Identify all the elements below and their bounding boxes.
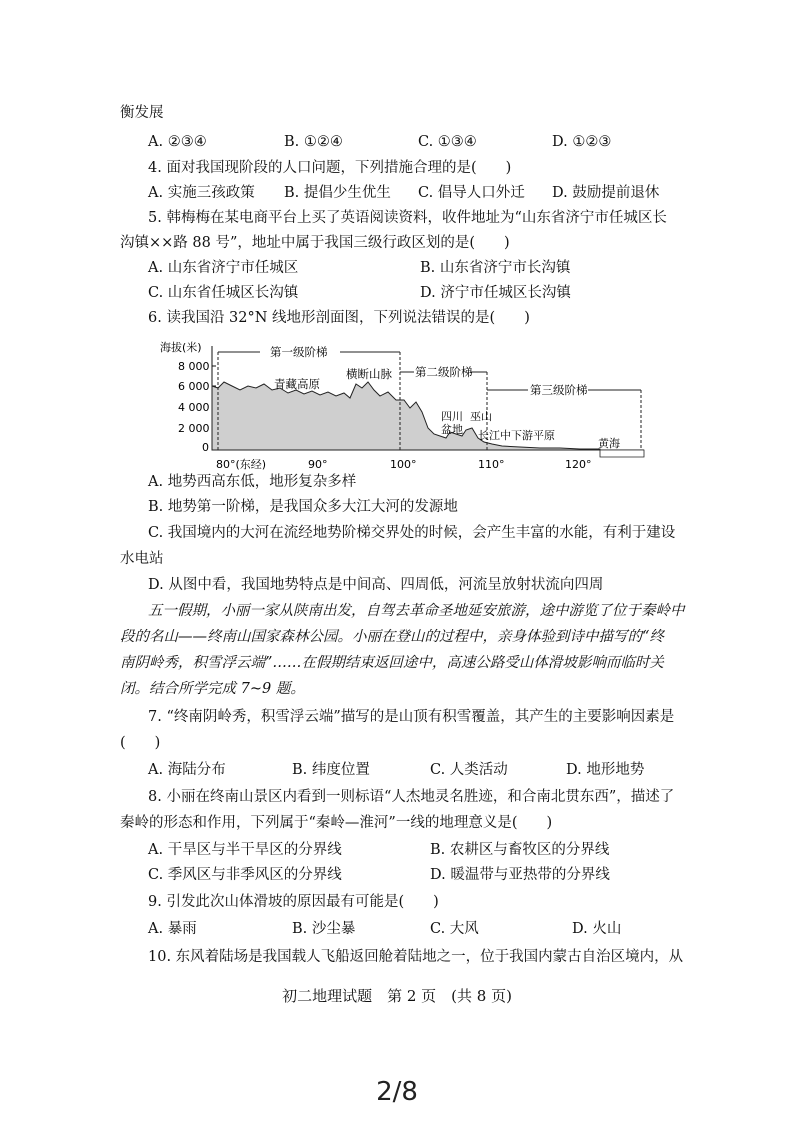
- q9-option-d: D. 火山: [572, 921, 622, 937]
- question-4: 4. 面对我国现阶段的人口问题，下列措施合理的是( ): [148, 160, 512, 176]
- sea-area: [600, 450, 644, 457]
- y-tick-2000: 2 000: [178, 422, 210, 435]
- q8-option-a: A. 干旱区与半干旱区的分界线: [148, 842, 342, 858]
- y-tick-8000: 8 000: [178, 360, 210, 373]
- q7-option-a: A. 海陆分布: [148, 762, 226, 778]
- q9-option-a: A. 暴雨: [148, 921, 197, 937]
- q5-option-a: A. 山东省济宁市任城区: [148, 260, 299, 276]
- q5-option-d: D. 济宁市任城区长沟镇: [420, 285, 571, 301]
- q5-option-c: C. 山东省任城区长沟镇: [148, 285, 299, 301]
- question-5-line1: 5. 韩梅梅在某电商平台上买了英语阅读资料，收件地址为“山东省济宁市任城区长: [148, 210, 667, 226]
- question-8-line1: 8. 小丽在终南山景区内看到一则标语“人杰地灵名胜迹，和合南北贯东西”，描述了: [148, 789, 675, 805]
- label-yangtze-plain: 长江中下游平原: [478, 429, 555, 442]
- x-tick-90: 90°: [308, 458, 328, 471]
- step1-label: 第一级阶梯: [270, 345, 328, 359]
- q4-option-b: B. 提倡少生优生: [284, 185, 391, 201]
- passage-line4: 闭。结合所学完成 7~9 题。: [120, 681, 305, 697]
- q3-option-b: B. ①②④: [284, 134, 343, 150]
- x-tick-80: 80°(东经): [216, 458, 267, 471]
- q6-option-c-line2: 水电站: [120, 551, 164, 567]
- q9-option-c: C. 大风: [430, 921, 479, 937]
- label-hengduan-mountains: 横断山脉: [346, 367, 392, 381]
- y-axis-label: 海拔(米): [160, 341, 202, 354]
- q7-option-b: B. 纬度位置: [292, 762, 370, 778]
- passage-line2: 段的名山——终南山国家森林公园。小丽在登山的过程中，亲身体验到诗中描写的“终: [120, 629, 664, 645]
- step2-label: 第二级阶梯: [415, 365, 473, 379]
- y-tick-4000: 4 000: [178, 401, 210, 414]
- question-10: 10. 东风着陆场是我国载人飞船返回舱着陆地之一，位于我国内蒙古自治区境内，从: [148, 949, 684, 965]
- label-sichuan-basin-1: 四川: [441, 410, 463, 423]
- y-tick-0: 0: [202, 441, 209, 454]
- page-number: 2/8: [376, 1077, 418, 1107]
- x-tick-110: 110°: [478, 458, 505, 471]
- text-line: 衡发展: [120, 105, 164, 121]
- q8-option-c: C. 季风区与非季风区的分界线: [148, 867, 342, 883]
- passage-line3: 南阴岭秀，积雪浮云端”……在假期结束返回途中，高速公路受山体滑坡影响而临时关: [120, 655, 664, 671]
- x-tick-120: 120°: [565, 458, 592, 471]
- q3-option-c: C. ①③④: [418, 134, 477, 150]
- q7-option-c: C. 人类活动: [430, 762, 508, 778]
- q6-option-a: A. 地势西高东低，地形复杂多样: [148, 474, 357, 490]
- question-8-line2: 秦岭的形态和作用，下列属于“秦岭—淮河”一线的地理意义是( ): [120, 815, 553, 831]
- label-yellow-sea: 黄海: [598, 437, 620, 450]
- label-sichuan-basin-2: 盆地: [441, 423, 463, 436]
- q8-option-d: D. 暖温带与亚热带的分界线: [430, 867, 610, 883]
- q3-option-d: D. ①②③: [552, 134, 612, 150]
- x-tick-100: 100°: [390, 458, 417, 471]
- q4-option-a: A. 实施三孩政策: [148, 185, 255, 201]
- q6-option-b: B. 地势第一阶梯，是我国众多大江大河的发源地: [148, 499, 458, 515]
- question-9: 9. 引发此次山体滑坡的原因最有可能是( ): [148, 894, 439, 910]
- question-7-line1: 7. “终南阴岭秀，积雪浮云端”描写的是山顶有积雪覆盖，其产生的主要影响因素是: [148, 709, 675, 725]
- label-qinghai-plateau: 青藏高原: [274, 377, 320, 391]
- q9-option-b: B. 沙尘暴: [292, 921, 356, 937]
- q7-option-d: D. 地形地势: [566, 762, 645, 778]
- question-5-line2: 沟镇××路 88 号”，地址中属于我国三级行政区划的是( ): [120, 235, 510, 251]
- q4-option-c: C. 倡导人口外迁: [418, 185, 525, 201]
- passage-line1: 五一假期，小丽一家从陕南出发，自驾去革命圣地延安旅游，途中游览了位于秦岭中: [148, 603, 685, 619]
- label-wushan: 巫山: [470, 410, 492, 423]
- step3-label: 第三级阶梯: [530, 383, 588, 397]
- terrain-profile-figure: [160, 338, 645, 473]
- q5-option-b: B. 山东省济宁市长沟镇: [420, 260, 571, 276]
- q6-option-c-line1: C. 我国境内的大河在流经地势阶梯交界处的时候，会产生丰富的水能，有利于建设: [148, 525, 676, 541]
- y-tick-6000: 6 000: [178, 380, 210, 393]
- question-7-line2: ( ): [120, 735, 161, 751]
- page-footer: 初二地理试题 第 2 页 (共 8 页): [282, 987, 512, 1005]
- question-6: 6. 读我国沿 32°N 线地形剖面图，下列说法错误的是( ): [148, 310, 530, 326]
- q8-option-b: B. 农耕区与畜牧区的分界线: [430, 842, 610, 858]
- q4-option-d: D. 鼓励提前退休: [552, 185, 660, 201]
- q3-option-a: A. ②③④: [148, 134, 207, 150]
- q6-option-d: D. 从图中看，我国地势特点是中间高、四周低，河流呈放射状流向四周: [148, 577, 604, 593]
